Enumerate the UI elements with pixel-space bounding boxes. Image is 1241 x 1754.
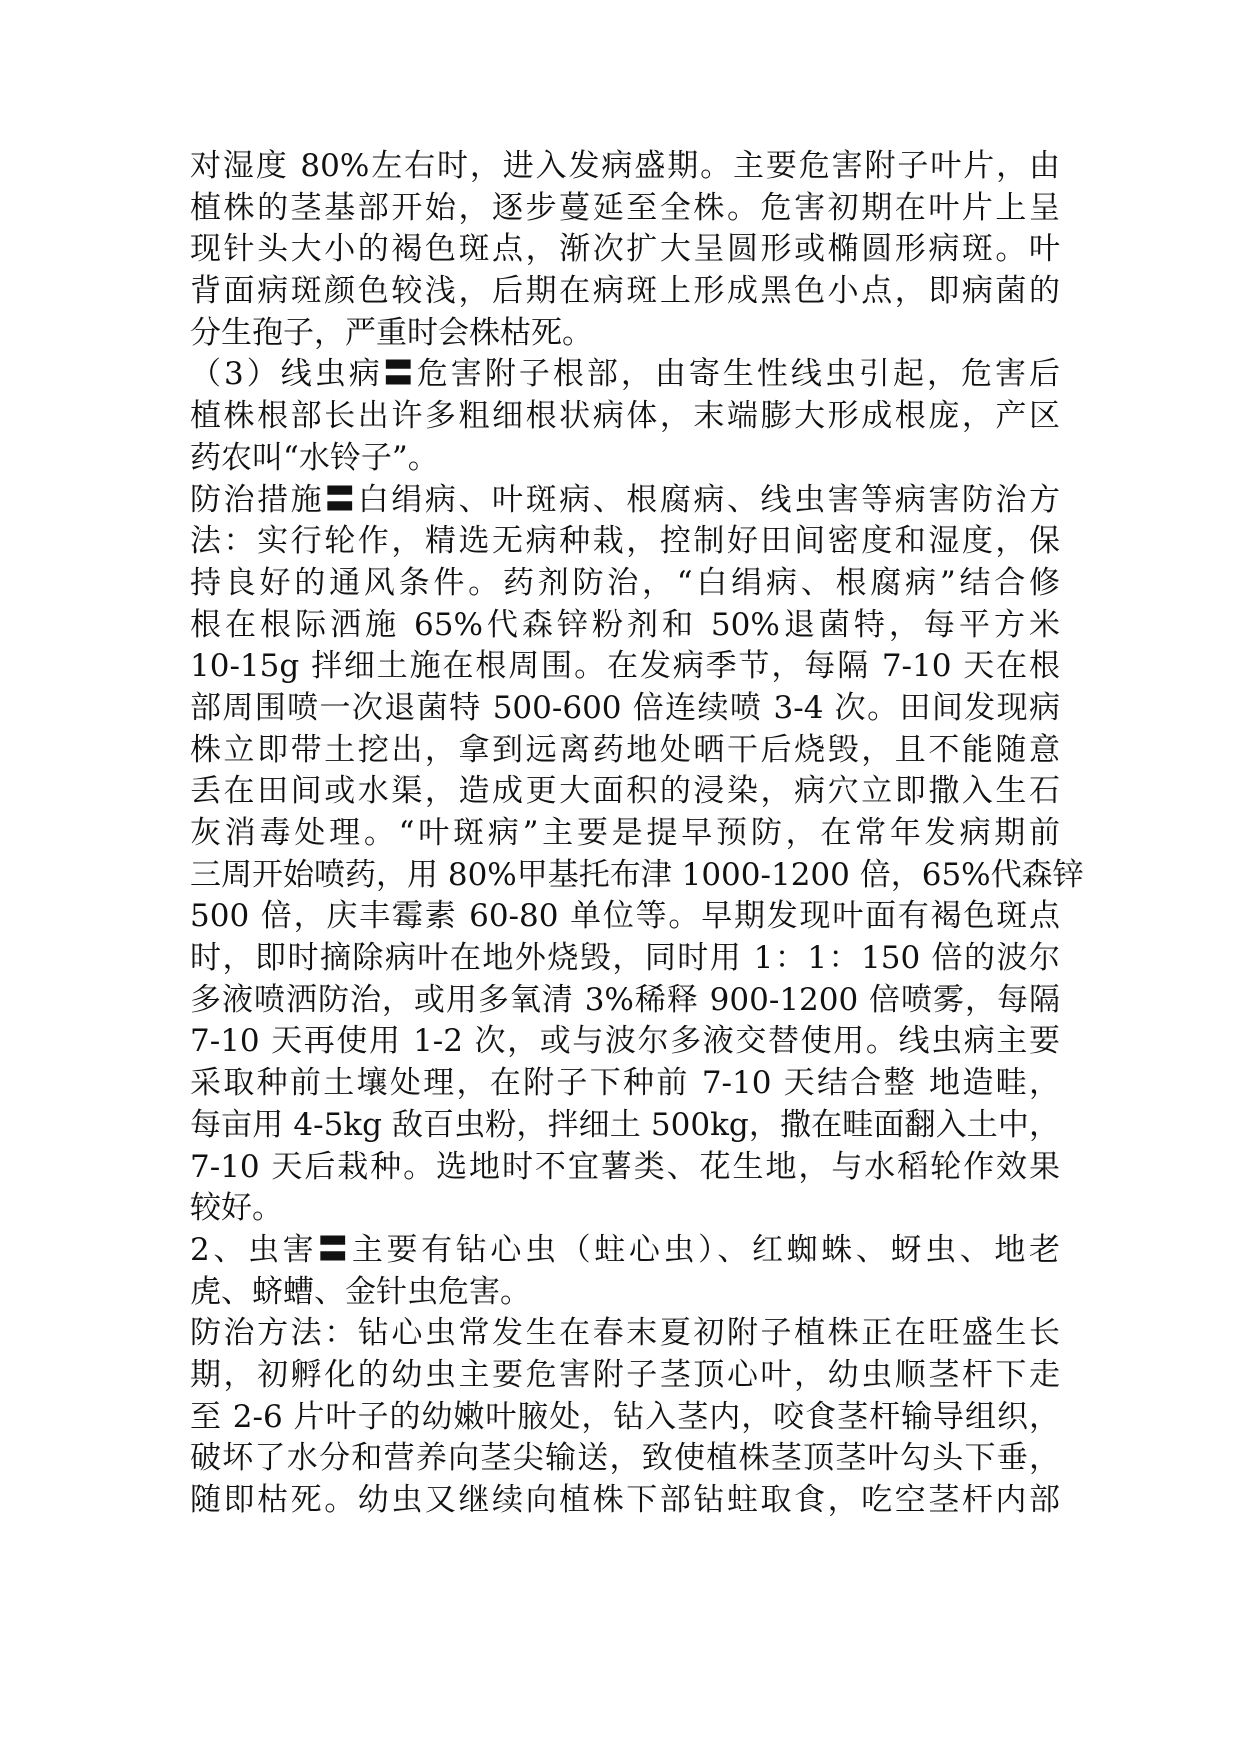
text-line: 7-10 天再使用 1-2 次，或与波尔多液交替使用。线虫病主要 xyxy=(190,1023,1060,1060)
text-line: 虎、蛴螬、金针虫危害。 xyxy=(190,1273,531,1310)
text-line: 防治方法：钻心虫常发生在春末夏初附子植株正在旺盛生长 xyxy=(190,1315,1060,1352)
text-line: 每亩用 4-5kg 敌百虫粉，拌细土 500kg，撒在畦面翻入土中， xyxy=(190,1106,1060,1143)
text-line: 三周开始喷药，用 80%甲基托布津 1000-1200 倍，65%代森锌 xyxy=(190,856,1084,893)
text-line: 株立即带土挖出，拿到远离药地处晒干后烧毁，且不能随意 xyxy=(190,731,1060,768)
text-line: 防治措施〓白绢病、叶斑病、根腐病、线虫害等病害防治方 xyxy=(190,481,1060,518)
text-line: 7-10 天后栽种。选地时不宜薯类、花生地，与水稻轮作效果 xyxy=(190,1148,1060,1185)
text-line: 随即枯死。幼虫又继续向植株下部钻蛀取食，吃空茎杆内部 xyxy=(190,1482,1060,1518)
text-line: 期，初孵化的幼虫主要危害附子茎顶心叶，幼虫顺茎杆下走 xyxy=(190,1356,1060,1393)
text-line: 2、虫害〓主要有钻心虫（蛀心虫）、红蜘蛛、蚜虫、地老 xyxy=(190,1231,1060,1268)
text-line: 持良好的通风条件。药剂防治，“白绢病、根腐病”结合修 xyxy=(190,564,1060,601)
document-body xyxy=(190,146,1084,1522)
text-line: 破坏了水分和营养向茎尖输送，致使植株茎顶茎叶勾头下垂， xyxy=(190,1440,1060,1477)
text-line: 根在根际洒施 65%代森锌粉剂和 50%退菌特，每平方米 xyxy=(190,606,1060,643)
text-line: 至 2-6 片叶子的幼嫩叶腋处，钻入茎内，咬食茎杆输导组织， xyxy=(190,1398,1060,1435)
text-line: 时，即时摘除病叶在地外烧毁，同时用 1：1：150 倍的波尔 xyxy=(190,940,1060,977)
text-line: 分生孢子，严重时会株枯死。 xyxy=(190,314,593,351)
text-line: 多液喷洒防治，或用多氧清 3%稀释 900-1200 倍喷雾，每隔 xyxy=(190,981,1060,1018)
text-line: 背面病斑颜色较浅，后期在病斑上形成黑色小点，即病菌的 xyxy=(190,273,1060,310)
text-line: 植株根部长出许多粗细根状病体，末端膨大形成根庞，产区 xyxy=(190,398,1060,435)
text-line: 法：实行轮作，精选无病种栽，控制好田间密度和湿度，保 xyxy=(190,523,1060,560)
text-line: 10-15g 拌细土施在根周围。在发病季节，每隔 7-10 天在根 xyxy=(190,648,1060,685)
text-line: 采取种前土壤处理，在附子下种前 7-10 天结合整 地造畦， xyxy=(190,1065,1060,1102)
text-line: 较好。 xyxy=(190,1190,283,1227)
text-line: 药农叫“水铃子”。 xyxy=(190,439,439,476)
text-line: 对湿度 80%左右时，进入发病盛期。主要危害附子叶片，由 xyxy=(190,148,1060,184)
text-line: （3）线虫病〓危害附子根部，由寄生性线虫引起，危害后 xyxy=(190,356,1060,393)
text-line: 丢在田间或水渠，造成更大面积的浸染，病穴立即撒入生石 xyxy=(190,773,1060,810)
text-line: 现针头大小的褐色斑点，渐次扩大呈圆形或椭圆形病斑。叶 xyxy=(190,231,1060,268)
text-line: 植株的茎基部开始，逐步蔓延至全株。危害初期在叶片上呈 xyxy=(190,189,1060,226)
text-line: 灰消毒处理。“叶斑病”主要是提早预防，在常年发病期前 xyxy=(190,815,1060,851)
text-line: 500 倍，庆丰霉素 60-80 单位等。早期发现叶面有褐色斑点 xyxy=(190,898,1060,935)
text-line: 部周围喷一次退菌特 500-600 倍连续喷 3-4 次。田间发现病 xyxy=(190,689,1060,726)
